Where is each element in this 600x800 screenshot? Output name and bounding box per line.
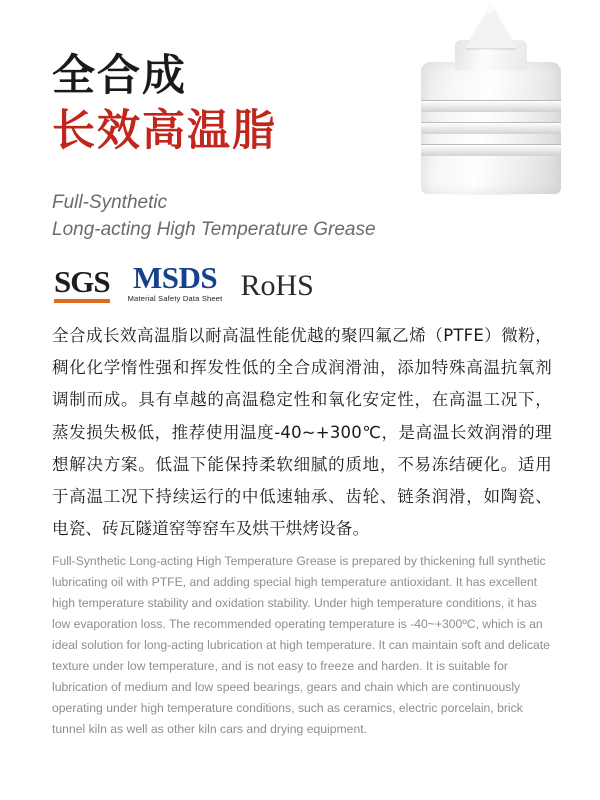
page-title-cn-primary: 全合成 xyxy=(52,51,187,101)
title-block xyxy=(52,52,472,244)
tube-tip xyxy=(487,4,493,14)
page-title-en-line1: Full-Synthetic xyxy=(52,191,168,213)
sgs-underline xyxy=(54,299,110,303)
msds-logo-text: MSDS xyxy=(132,260,218,295)
description-chinese: 全合成长效高温脂以耐高温性能优越的聚四氟乙烯（PTFE）微粉，稠化化学惰性强和挥发性低的全合成润滑油，添加特殊高温抗氧剂调制而成。具有卓越的高温稳定性和氧化安定性，在高温工况下，蒸发损失极低，推荐使用温度-40~+300℃，是高温长效润滑的理想解决方案。低温下能保持柔软细腻的质地，不易冻结硬化。适用于高温工况下持续运行的中低速轴承、齿轮、链条润滑，如陶瓷、电瓷、砖瓦隧道窑等窑车及烘干烘烤设备。 xyxy=(52,326,552,539)
certification-logos xyxy=(54,262,314,303)
rohs-logo-text: RoHS xyxy=(240,268,314,302)
sgs-logo-text: SGS xyxy=(54,263,110,299)
page-title-en-line2: Long-acting High Temperature Grease xyxy=(52,219,376,241)
page-title-en xyxy=(52,189,472,244)
msds-logo-subtitle: Material Safety Data Sheet xyxy=(127,294,223,303)
page-title-cn-secondary: 长效高温脂 xyxy=(52,106,277,157)
msds-logo xyxy=(128,262,223,303)
description-english: Full-Synthetic Long-acting High Temperature Grease is prepared by thickening full synthetic lubricating oil with PTFE, and adding special high temperature antioxidant. It has excellent high temperature stability and oxidation stability. Under high temperature conditions, it has low evaporation loss. The recommended operating temperature is -40~+300ºC, which is an ideal solution for long-acting lubrication at high temperature. It can maintain soft and delicate texture under low temperature, and is not easy to freeze and harden. It is suitable for lubrication of medium and low speed bearings, gears and chain which are continuously operating under high temperature conditions, such as ceramics, electric porcelain, brick tunnel kiln as well as other kiln cars and drying equipment. xyxy=(52,554,550,736)
sgs-logo xyxy=(54,263,110,303)
rohs-logo xyxy=(240,268,314,303)
